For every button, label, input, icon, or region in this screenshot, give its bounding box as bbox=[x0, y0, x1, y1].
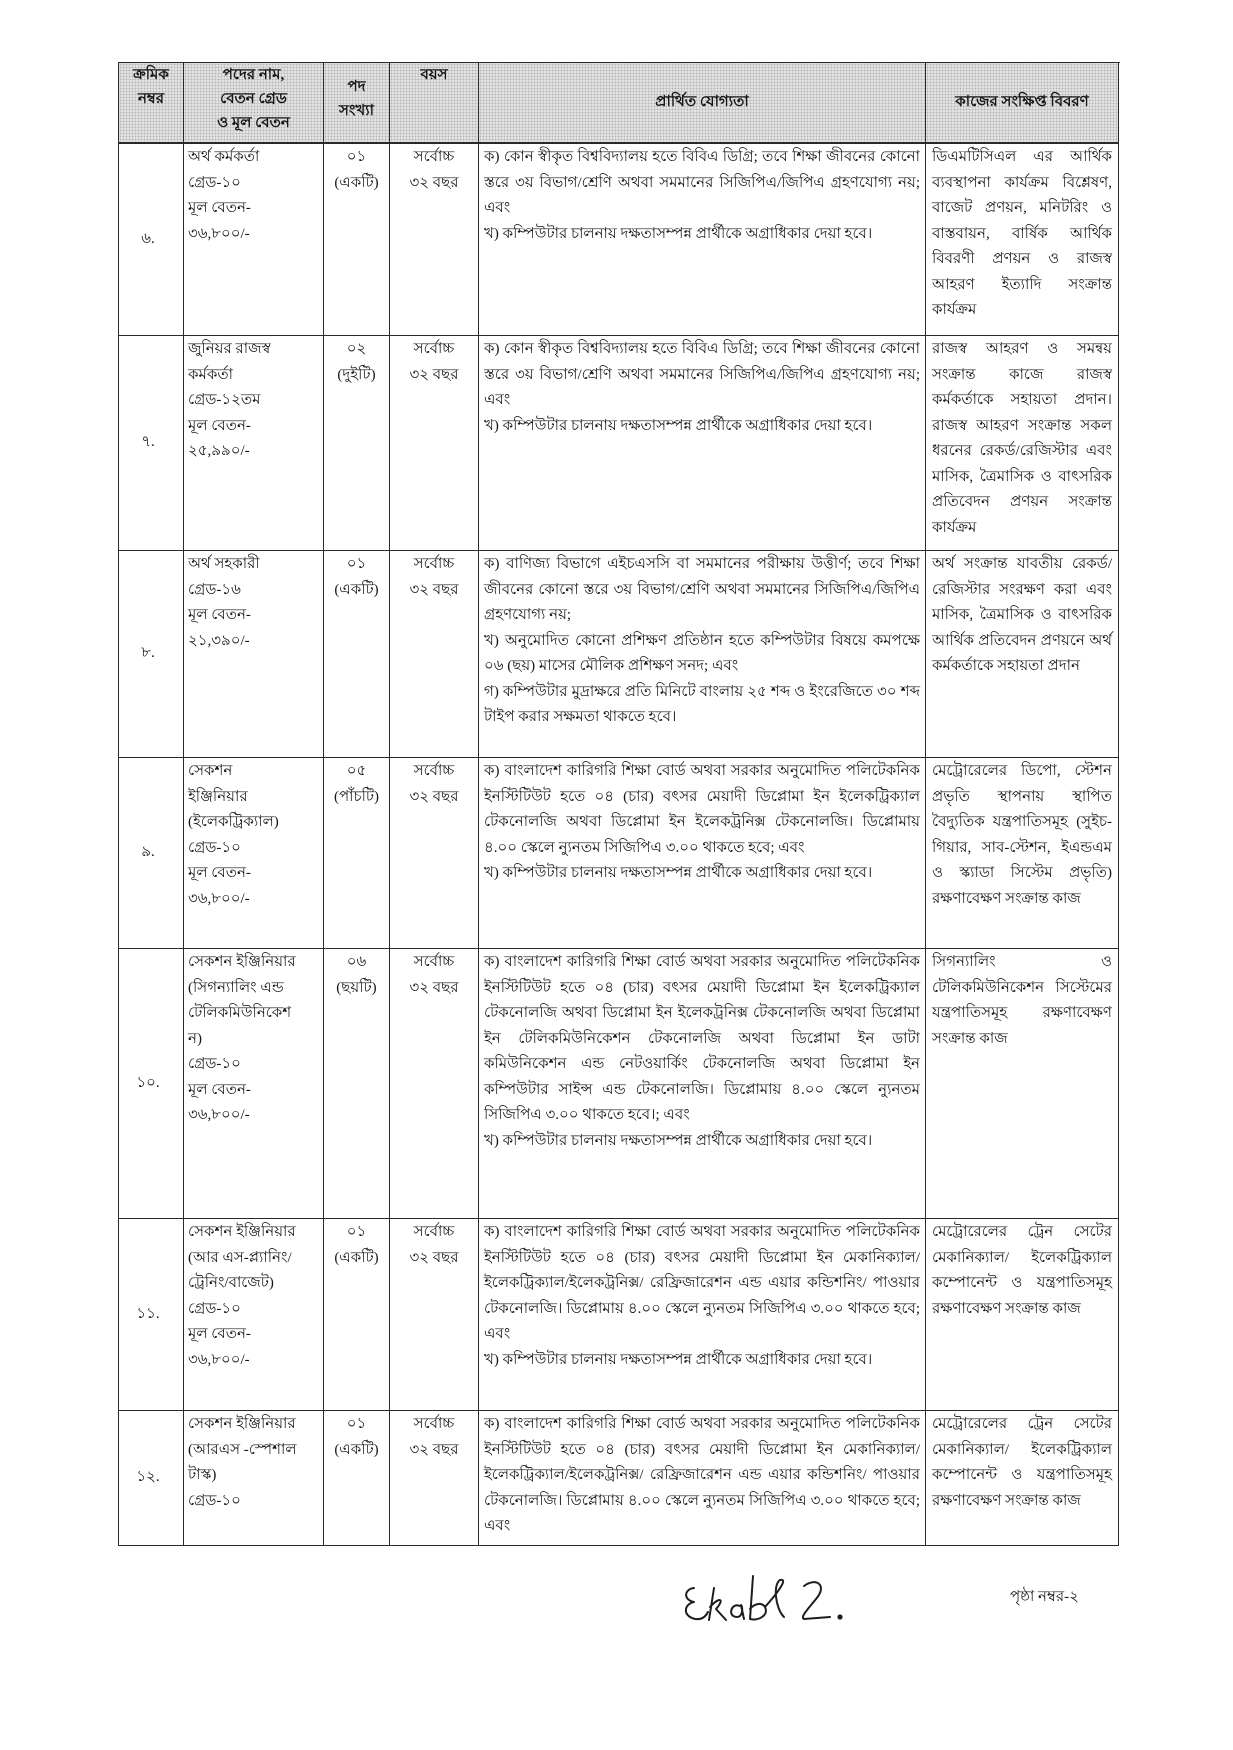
age-limit-line: সর্বোচ্চ bbox=[413, 1416, 455, 1432]
qualification-item: খ) কম্পিউটার চালনায় দক্ষতাসম্পন্ন প্রার্থীকে অগ্রাধিকার দেয়া হবে। bbox=[484, 1351, 873, 1368]
post-name-line: ন) bbox=[188, 1030, 202, 1047]
job-description-cell bbox=[926, 758, 1119, 949]
header-serial-line: ক্রমিক bbox=[133, 67, 169, 83]
page-number: পৃষ্ঠা নম্বর-২ bbox=[1010, 1589, 1079, 1605]
age-limit-line: সর্বোচ্চ bbox=[413, 1224, 455, 1240]
post-count-line: (পাঁচটি) bbox=[333, 788, 380, 805]
post-name-cell bbox=[184, 949, 324, 1219]
post-name-cell bbox=[184, 1411, 324, 1546]
qualification-item: খ) কম্পিউটার চালনায় দক্ষতাসম্পন্ন প্রার্থীকে অগ্রাধিকার দেয়া হবে। bbox=[484, 225, 873, 242]
post-count-line: (একটি) bbox=[334, 174, 379, 191]
post-count-line: ০২ bbox=[346, 341, 367, 357]
post-name-line: গ্রেড-১৬ bbox=[188, 581, 241, 598]
header-serial-line: নম্বর bbox=[137, 91, 165, 107]
post-count-cell bbox=[324, 336, 390, 551]
post-name-line: টেলিকমিউনিকেশ bbox=[188, 1005, 292, 1021]
post-name-line: ৩৬,৮০০/- bbox=[188, 1107, 250, 1123]
qualification-item: ক) বাংলাদেশ কারিগরি শিক্ষা বোর্ড অথবা সরকার অনুমোদিত পলিটেকনিক ইনস্টিটিউট হতে ০৪ (চার) বৎসর মেয়াদী ডিপ্লোমা ইন মেকানিক্যাল/ ইলেকট্রিক্যাল/ইলেকট্রনিক্স/ রেফ্রিজারেশন এন্ড এয়ার কন্ডিশনিং/ পাওয়ার টেকনোলজি। ডিপ্লোমায় ৪.০০ স্কেলে ন্যুনতম সিজিপিএ ৩.০০ থাকতে হবে; এবং bbox=[484, 1416, 920, 1534]
serial-cell bbox=[119, 1411, 184, 1546]
job-description-text: মেট্রোরেলের ডিপো, স্টেশন প্রভৃতি স্থাপনায় স্থাপিত বৈদ্যুতিক যন্ত্রপাতিসমূহ (সুইচ-গিয়ার, সাব-স্টেশন, ইএন্ডএম ও স্ক্যাডা সিস্টেম প্রভৃতি) রক্ষণাবেক্ষণ সংক্রান্ত কাজ bbox=[932, 763, 1112, 907]
age-limit-line: সর্বোচ্চ bbox=[413, 149, 455, 165]
qualification-item: খ) কম্পিউটার চালনায় দক্ষতাসম্পন্ন প্রার্থীকে অগ্রাধিকার দেয়া হবে। bbox=[484, 417, 873, 434]
qualification-cell bbox=[479, 1219, 926, 1411]
serial-cell bbox=[119, 949, 184, 1219]
post-count-line: (একটি) bbox=[334, 1249, 379, 1266]
serial-cell bbox=[119, 336, 184, 551]
post-name-line: ২৫,৯৯০/- bbox=[188, 443, 250, 459]
age-limit-cell bbox=[390, 758, 479, 949]
table-row bbox=[119, 336, 1120, 551]
qualification-cell bbox=[479, 551, 926, 758]
post-name-cell bbox=[184, 1219, 324, 1411]
post-name-line: গ্রেড-১০ bbox=[188, 1492, 241, 1509]
age-limit-cell bbox=[390, 551, 479, 758]
post-name-line: মূল বেতন- bbox=[188, 1326, 251, 1342]
post-name-cell bbox=[184, 144, 324, 336]
post-name-line: গ্রেড-১০ bbox=[188, 1300, 241, 1317]
qualification-cell bbox=[479, 949, 926, 1219]
post-count-line: ০১ bbox=[346, 149, 367, 165]
age-limit-line: সর্বোচ্চ bbox=[413, 954, 455, 970]
post-name-line: ৩৬,৮০০/- bbox=[188, 225, 250, 242]
qualification-item: ক) কোন স্বীকৃত বিশ্ববিদ্যালয় হতে বিবিএ ডিগ্রি; তবে শিক্ষা জীবনের কোনো স্তরে ৩য় বিভাগ/শ্রেণি অথবা সমমানের সিজিপিএ/জিপিএ গ্রহণযোগ্য নয়; এবং bbox=[484, 149, 920, 216]
qualification-item: ক) বাংলাদেশ কারিগরি শিক্ষা বোর্ড অথবা সরকার অনুমোদিত পলিটেকনিক ইনস্টিটিউট হতে ০৪ (চার) বৎসর মেয়াদী ডিপ্লোমা ইন ইলেকট্রিক্যাল টেকনোলজি অথবা ডিপ্লোমা ইন ইলেকট্রনিক্স টেকনোলজি অথবা ডিপ্লোমা ইন টেলিকমিউনিকেশন টেকনোলজি অথবা ডিপ্লোমা ইন ডাটা কমিউনিকেশন এন্ড নেটওয়ার্কিং টেকনোলজি অথবা ডিপ্লোমা ইন কম্পিউটার সাইন্স এন্ড টেকনোলজি। ডিপ্লোমায় ৪.০০ স্কেলে ন্যুনতম সিজিপিএ ৩.০০ থাকতে হবে।; এবং bbox=[484, 954, 920, 1123]
post-name-line: সেকশন ইঞ্জিনিয়ার bbox=[188, 1416, 296, 1432]
job-description-cell bbox=[926, 551, 1119, 758]
post-name-line: গ্রেড-১০ bbox=[188, 174, 241, 191]
age-limit-line: ৩২ বছর bbox=[409, 581, 459, 598]
post-count-cell bbox=[324, 1219, 390, 1411]
header-serial-number bbox=[119, 63, 184, 144]
job-description-text: অর্থ সংক্রান্ত যাবতীয় রেকর্ড/রেজিস্টার সংরক্ষণ করা এবং মাসিক, ত্রৈমাসিক ও বাৎসরিক আর্থিক প্রতিবেদন প্রণয়নে অর্থ কর্মকর্তাকে সহায়তা প্রদান bbox=[932, 556, 1112, 674]
recruitment-table bbox=[118, 62, 1120, 1546]
post-count-line: ০৫ bbox=[346, 763, 367, 779]
age-limit-line: সর্বোচ্চ bbox=[413, 763, 455, 779]
post-name-line: মূল বেতন- bbox=[188, 200, 251, 216]
job-description-text: সিগন্যালিং ও টেলিকমিউনিকেশন সিস্টেমের যন্ত্রপাতিসমূহ রক্ষণাবেক্ষণ সংক্রান্ত কাজ bbox=[932, 954, 1112, 1047]
serial-number: ৭. bbox=[141, 434, 155, 451]
header-count-line: সংখ্যা bbox=[339, 102, 374, 119]
post-name-line: (ইলেকট্রিক্যাল) bbox=[188, 814, 279, 830]
post-name-line: জুনিয়র রাজস্ব bbox=[188, 341, 271, 357]
serial-cell bbox=[119, 758, 184, 949]
table-row bbox=[119, 758, 1120, 949]
post-count-line: ০১ bbox=[346, 556, 367, 572]
age-limit-cell bbox=[390, 144, 479, 336]
header-age-label: বয়স bbox=[420, 67, 448, 83]
qualification-cell bbox=[479, 144, 926, 336]
age-limit-cell bbox=[390, 1219, 479, 1411]
post-name-line: ২১,৩৯০/- bbox=[188, 632, 250, 649]
job-description-cell bbox=[926, 1219, 1119, 1411]
serial-number: ৯. bbox=[141, 844, 155, 861]
post-count-line: ০১ bbox=[346, 1224, 367, 1240]
post-name-line: ৩৬,৮০০/- bbox=[188, 1351, 250, 1368]
age-limit-line: ৩২ বছর bbox=[409, 979, 459, 996]
age-limit-line: ৩২ বছর bbox=[409, 366, 459, 383]
post-count-line: (একটি) bbox=[334, 581, 379, 598]
age-limit-cell bbox=[390, 336, 479, 551]
post-name-cell bbox=[184, 336, 324, 551]
job-description-text: ডিএমটিসিএল এর আর্থিক ব্যবস্থাপনা কার্যক্রম বিশ্লেষণ, বাজেট প্রণয়ন, মনিটরিং ও বাস্তবায়ন, বার্ষিক আর্থিক বিবরণী প্রণয়ন ও রাজস্ব আহরণ ইত্যাদি সংক্রান্ত কার্যক্রম bbox=[932, 149, 1112, 318]
qualification-item: গ) কম্পিউটার মুদ্রাক্ষরে প্রতি মিনিটে বাংলায় ২৫ শব্দ ও ইংরেজিতে ৩০ শব্দ টাইপ করার সক্ষমতা থাকতে হবে। bbox=[484, 683, 920, 725]
job-description-cell bbox=[926, 336, 1119, 551]
post-name-line: গ্রেড-১২তম bbox=[188, 392, 261, 408]
header-qualification bbox=[479, 63, 926, 144]
post-count-line: (ছয়টি) bbox=[336, 979, 377, 996]
serial-cell bbox=[119, 1219, 184, 1411]
table-row bbox=[119, 1411, 1120, 1546]
post-name-line: সেকশন ইঞ্জিনিয়ার bbox=[188, 1224, 296, 1240]
qualification-cell bbox=[479, 758, 926, 949]
post-name-line: অর্থ সহকারী bbox=[188, 556, 260, 572]
post-name-line: সেকশন ইঞ্জিনিয়ার bbox=[188, 954, 296, 970]
job-description-text: মেট্রোরেলের ট্রেন সেটের মেকানিক্যাল/ ইলেকট্রিক্যাল কম্পোনেন্ট ও যন্ত্রপাতিসমূহ রক্ষণাবেক্ষণ সংক্রান্ত কাজ bbox=[932, 1416, 1112, 1509]
header-qualification-label: প্রার্থিত যোগ্যতা bbox=[655, 94, 749, 110]
table-header-row bbox=[119, 63, 1120, 144]
serial-number: ১০. bbox=[136, 1074, 160, 1091]
header-post-line: ও মূল বেতন bbox=[217, 115, 290, 131]
qualification-item: ক) বাংলাদেশ কারিগরি শিক্ষা বোর্ড অথবা সরকার অনুমোদিত পলিটেকনিক ইনস্টিটিউট হতে ০৪ (চার) বৎসর মেয়াদী ডিপ্লোমা ইন মেকানিক্যাল/ ইলেকট্রিক্যাল/ইলেকট্রনিক্স/ রেফ্রিজারেশন এন্ড এয়ার কন্ডিশনিং/ পাওয়ার টেকনোলজি। ডিপ্লোমায় ৪.০০ স্কেলে ন্যুনতম সিজিপিএ ৩.০০ থাকতে হবে; এবং bbox=[484, 1224, 920, 1342]
post-name-line: ৩৬,৮০০/- bbox=[188, 890, 250, 907]
post-name-line: মূল বেতন- bbox=[188, 865, 251, 881]
serial-number: ৮. bbox=[141, 645, 155, 662]
serial-number: ১২. bbox=[136, 1469, 160, 1486]
post-name-line: ইঞ্জিনিয়ার bbox=[188, 788, 248, 805]
post-count-cell bbox=[324, 758, 390, 949]
job-description-text: রাজস্ব আহরণ ও সমন্বয় সংক্রান্ত কাজে রাজস্ব কর্মকর্তাকে সহায়তা প্রদান। রাজস্ব আহরণ সংক্রান্ত সকল ধরনের রেকর্ড/রেজিস্টার এবং মাসিক, ত্রৈমাসিক ও বাৎসরিক প্রতিবেদন প্রণয়ন সংক্রান্ত কার্যক্রম bbox=[932, 341, 1112, 536]
post-name-line: অর্থ কর্মকর্তা bbox=[188, 149, 260, 165]
header-post-line: পদের নাম, bbox=[222, 67, 285, 83]
table-row bbox=[119, 144, 1120, 336]
qualification-item: খ) কম্পিউটার চালনায় দক্ষতাসম্পন্ন প্রার্থীকে অগ্রাধিকার দেয়া হবে। bbox=[484, 1132, 873, 1149]
qualification-cell bbox=[479, 336, 926, 551]
post-name-line: গ্রেড-১০ bbox=[188, 839, 241, 856]
qualification-item: ক) কোন স্বীকৃত বিশ্ববিদ্যালয় হতে বিবিএ ডিগ্রি; তবে শিক্ষা জীবনের কোনো স্তরে ৩য় বিভাগ/শ্রেণি অথবা সমমানের সিজিপিএ/জিপিএ গ্রহণযোগ্য নয়; এবং bbox=[484, 341, 920, 408]
header-age bbox=[390, 63, 479, 144]
post-name-line: (সিগন্যালিং এন্ড bbox=[188, 979, 284, 996]
age-limit-cell bbox=[390, 1411, 479, 1546]
serial-number: ১১. bbox=[136, 1305, 160, 1322]
post-name-line: মূল বেতন- bbox=[188, 607, 251, 623]
post-name-line: ট্রেনিং/বাজেট) bbox=[188, 1275, 274, 1291]
post-count-line: (দুইটি) bbox=[337, 366, 376, 383]
serial-cell bbox=[119, 551, 184, 758]
qualification-item: খ) অনুমোদিত কোনো প্রশিক্ষণ প্রতিষ্ঠান হতে কম্পিউটার বিষয়ে কমপক্ষে ০৬ (ছয়) মাসের মৌলিক প্রশিক্ষণ সনদ; এবং bbox=[484, 632, 920, 674]
header-post-line: বেতন গ্রেড bbox=[220, 91, 287, 107]
job-description-cell bbox=[926, 1411, 1119, 1546]
post-count-cell bbox=[324, 949, 390, 1219]
age-limit-line: ৩২ বছর bbox=[409, 788, 459, 805]
post-name-line: (আরএস -স্পেশাল bbox=[188, 1441, 297, 1458]
serial-cell bbox=[119, 144, 184, 336]
serial-number: ৬. bbox=[141, 230, 155, 247]
post-count-cell bbox=[324, 144, 390, 336]
post-name-line: গ্রেড-১০ bbox=[188, 1056, 241, 1072]
post-name-line: কর্মকর্তা bbox=[188, 366, 233, 383]
age-limit-line: ৩২ বছর bbox=[409, 1441, 459, 1458]
age-limit-line: ৩২ বছর bbox=[409, 174, 459, 191]
qualification-item: ক) বাণিজ্য বিভাগে এইচএসসি বা সমমানের পরীক্ষায় উত্তীর্ণ; তবে শিক্ষা জীবনের কোনো স্তরে ৩য় বিভাগ/শ্রেণি অথবা সমমানের সিজিপিএ/জিপিএ গ্রহণযোগ্য নয়; bbox=[484, 556, 920, 623]
post-count-line: ০৬ bbox=[346, 954, 367, 970]
post-count-cell bbox=[324, 1411, 390, 1546]
post-name-cell bbox=[184, 758, 324, 949]
age-limit-line: সর্বোচ্চ bbox=[413, 556, 455, 572]
age-limit-line: সর্বোচ্চ bbox=[413, 341, 455, 357]
header-count-line: পদ bbox=[347, 78, 366, 95]
table-row bbox=[119, 1219, 1120, 1411]
age-limit-cell bbox=[390, 949, 479, 1219]
post-name-line: সেকশন bbox=[188, 763, 233, 779]
header-post-count bbox=[324, 63, 390, 144]
header-description-label: কাজের সংক্ষিপ্ত বিবরণ bbox=[955, 94, 1089, 110]
post-count-line: (একটি) bbox=[334, 1441, 379, 1458]
post-name-line: টাস্ক) bbox=[188, 1467, 217, 1483]
signature bbox=[676, 1558, 856, 1634]
header-job-description bbox=[926, 63, 1119, 144]
qualification-item: খ) কম্পিউটার চালনায় দক্ষতাসম্পন্ন প্রার্থীকে অগ্রাধিকার দেয়া হবে। bbox=[484, 865, 873, 881]
post-name-line: মূল বেতন- bbox=[188, 1081, 251, 1098]
table-row bbox=[119, 551, 1120, 758]
qualification-item: ক) বাংলাদেশ কারিগরি শিক্ষা বোর্ড অথবা সরকার অনুমোদিত পলিটেকনিক ইনস্টিটিউট হতে ০৪ (চার) বৎসর মেয়াদী ডিপ্লোমা ইন ইলেকট্রিক্যাল টেকনোলজি অথবা ডিপ্লোমা ইন ইলেকট্রনিক্স টেকনোলজি। ডিপ্লোমায় ৪.০০ স্কেলে ন্যুনতম সিজিপিএ ৩.০০ থাকতে হবে; এবং bbox=[484, 763, 920, 856]
post-count-line: ০১ bbox=[346, 1416, 367, 1432]
post-name-line: (আর এস-প্ল্যানিং/ bbox=[188, 1249, 292, 1266]
age-limit-line: ৩২ বছর bbox=[409, 1249, 459, 1266]
post-count-cell bbox=[324, 551, 390, 758]
table-row bbox=[119, 949, 1120, 1219]
job-description-cell bbox=[926, 144, 1119, 336]
qualification-cell bbox=[479, 1411, 926, 1546]
post-name-cell bbox=[184, 551, 324, 758]
table-body bbox=[119, 144, 1120, 1546]
job-description-text: মেট্রোরেলের ট্রেন সেটের মেকানিক্যাল/ ইলেকট্রিক্যাল কম্পোনেন্ট ও যন্ত্রপাতিসমূহ রক্ষণাবেক্ষণ সংক্রান্ত কাজ bbox=[932, 1224, 1112, 1317]
job-description-cell bbox=[926, 949, 1119, 1219]
header-post-name bbox=[184, 63, 324, 144]
post-name-line: মূল বেতন- bbox=[188, 417, 251, 434]
